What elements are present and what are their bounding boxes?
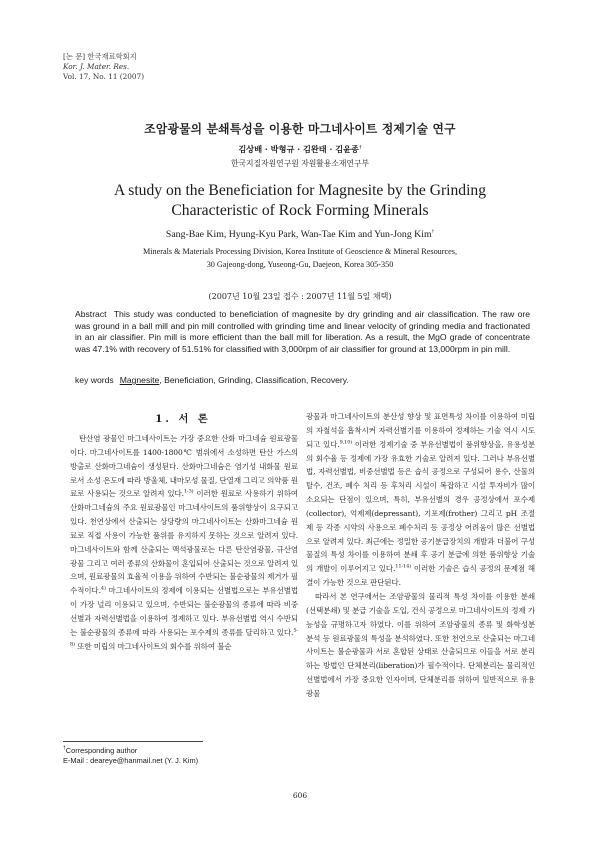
- body-text: 이러한 기술은 습식 공정의 문제점 해결이 가능한 것으로 판단된다.: [306, 564, 535, 588]
- abstract-text: This study was conducted to beneficiation of magnesite by dry grinding and air classification. The raw ore was ground in a ball mill and pin mill controlled with grinding time and linear velocity of grinding media and fractionated in an air classifier. Pin mill is more efficient than the ball mill for liberation. As a result, the MgO grade of concentrate was 47.1% with recovery of 51.51% for classified with 3,000rpm of air classifier for ground at 13,000rpm in pin mill.: [75, 309, 530, 354]
- body-column-right: [306, 410, 535, 701]
- reference-mark: 4): [100, 585, 106, 592]
- keywords-rest: , Beneficiation, Grinding, Classification, Recovery.: [159, 375, 349, 385]
- body-text: 이러한 원료로 사용하기 위하여 산화마그네슘의 주요 원료광물인 마그네사이트의 품위향상이 요구되고 있다. 천연상에서 산출되는 상당량의 마그네사이트는 산화마그네슘 원료로 직접 사용이 가능한 품위를 유지하지 못하는 것으로 알려져 있다. 마그네사이트와 함께 산출되는 맥석광물로는 다른 탄산염광물, 규산염 광물 그리고 여러 종류의 산화물이 혼입되어 산출되는 것으로 알려져 있으며, 원료광물의 효율적 이용을 위하여 수반되는 불순광물의 제거가 필수적이다.: [70, 489, 298, 596]
- body-text: 이러한 정제기술 중 부유선별법이 품위향상을, 유용성분의 회수율 등 정제에 가장 유효한 기술로 알려져 있다. 그러나 부유선별법, 자력선별법, 비중선별법 등은 습식 공정으로 구성되어 용수, 산물의 탈수, 건조, 폐수 처리 등 후처리 시설이 복잡하고 시설 투자비가 많이 소요되는 단점이 있으며, 특히, 부유선별의 경우 공정상에서 포수제(collector), 억제제(depressant), 기포제(frother) 그리고 pH 조절제 등 각종 시약의 사용으로 폐수처리 등 공정상 어려움이 많은 선별법으로 알려져 있다. 최근에는 정밀한 공기분급장치의 개발과 더불어 구성 물질의 특성 차이를 이용하여 분쇄 후 공기 분급에 의한 품위향상 기술의 개발이 이루어지고 있다.: [306, 439, 535, 574]
- paragraph: [306, 410, 535, 590]
- footnote-line1: Corresponding author: [65, 746, 138, 755]
- abstract: [75, 309, 530, 355]
- received-accepted-dates: (2007년 10월 23일 접수 : 2007년 11월 5일 채택): [208, 292, 392, 301]
- page-number: 606: [292, 791, 308, 800]
- affiliation-english-line2: 30 Gajeong-dong, Yuseong-Gu, Daejeon, Korea 305-350: [206, 260, 394, 269]
- authors-english: [0, 229, 600, 240]
- paragraph: [70, 432, 298, 654]
- affiliation-korean: 한국지질자원연구원 자원활용소재연구부: [230, 159, 370, 168]
- reference-mark: 1-3): [183, 488, 194, 495]
- journal-abbrev: Kor. J. Mater. Res.: [63, 62, 130, 71]
- corresponding-mark-ko: †: [358, 144, 362, 151]
- title-english: [0, 181, 600, 221]
- title-english-line2: Characteristic of Rock Forming Minerals: [171, 202, 429, 219]
- paragraph: [306, 590, 535, 701]
- body-text: 마그네사이트의 정제에 이용되는 선별법으로는 부유선별법이 가장 널리 이용되고 있으며, 수반되는 불순광물의 종류에 따라 비중선별과 자력선별법을 이용하여 정제하고 있다. 부유선별법 역시 수반되는 불순광물의 종류에 따라 사용되는 포수제의 종류를 달리하고 있다.: [70, 586, 298, 637]
- footnote-divider: [63, 741, 203, 742]
- reference-mark: 9,10): [339, 439, 353, 446]
- keyword-first: Magnesite: [119, 375, 160, 385]
- affiliation-english: [0, 245, 600, 271]
- footnote-corresponding: [63, 746, 198, 756]
- authors-korean: [0, 144, 600, 155]
- affiliation-english-line1: Minerals & Materials Processing Division, Korea Institute of Geoscience & Mineral Resources,: [142, 247, 457, 256]
- abstract-label: Abstract: [75, 309, 107, 319]
- footnote-mark: †: [63, 745, 66, 752]
- keywords-label: key words: [75, 375, 114, 385]
- body-text: 광물과 마그네사이트의 분산성 향상 및 표면특성 차이를 이용하여 미립의 자철석을 흡착시켜 자력선별기를 이용하여 정제하는 기술 역시 시도되고 있다.: [306, 412, 535, 449]
- journal-info: [63, 52, 144, 82]
- footnote-email: E-Mail : deareye@hanmail.net (Y. J. Kim): [63, 756, 199, 765]
- journal-volume: Vol. 17, No. 11 (2007): [63, 72, 145, 81]
- section-heading-introduction: 1. 서 론: [155, 413, 211, 425]
- footnote: [63, 746, 198, 766]
- authors-korean-names: 김상배 · 박형규 · 김완태 · 김윤종: [238, 144, 359, 154]
- keywords: [75, 375, 535, 385]
- corresponding-mark-en: †: [431, 229, 435, 235]
- reference-mark: 5-8): [70, 627, 298, 648]
- title-korean: 조암광물의 분쇄특성을 이용한 마그네사이트 정제기술 연구: [144, 122, 456, 136]
- authors-english-names: Sang-Bae Kim, Hyung-Kyu Park, Wan-Tae Kim and Yun-Jong Kim: [165, 229, 432, 240]
- body-text: 또한 미립의 마그네사이트의 회수를 위하여 불순: [74, 641, 232, 651]
- title-english-line1: A study on the Beneficiation for Magnesite by the Grinding: [113, 182, 486, 199]
- body-column-left: [70, 432, 298, 654]
- body-text: 탄산염 광물인 마그네사이트는 가장 중요한 산화 마그네슘 원료광물이다. 마그네사이트를 1400-1800℃ 범위에서 소성하면 탄산 가스의 방출로 산화마그네슘이 생성된다. 산화마그네슘은 염기성 내화물 원료로서 소성 온도에 따라 방울체, 내마모성 물질, 단열재 그리고 의약품 원료로 사용되는 것으로 알려져 있다.: [70, 434, 298, 499]
- reference-mark: 11-14): [395, 563, 412, 570]
- journal-society: [논 문] 한국재료학회지: [63, 52, 137, 61]
- body-text: 따라서 본 연구에서는 조암광물의 물리적 특성 차이를 이용한 분쇄(선택분쇄) 및 분급 기술을 도입, 건식 공정으로 마그네사이트의 정제 가능성을 규명하고자 하였다. 이를 위하여 조암광물의 종류 및 화학성분 분석 등 원료광물의 특성을 분석하였다. 또한 천연으로 산출되는 마그네사이트는 불순광물과 서로 혼합된 상태로 산출되므로 이들을 서로 분리하는 방법인 단체분리(liberation)가 필수적이다. 단체분리는 물리적인 선별법에서 가장 중요한 인자이며, 단체분리를 위하여 일반적으로 유용광물: [306, 591, 535, 698]
